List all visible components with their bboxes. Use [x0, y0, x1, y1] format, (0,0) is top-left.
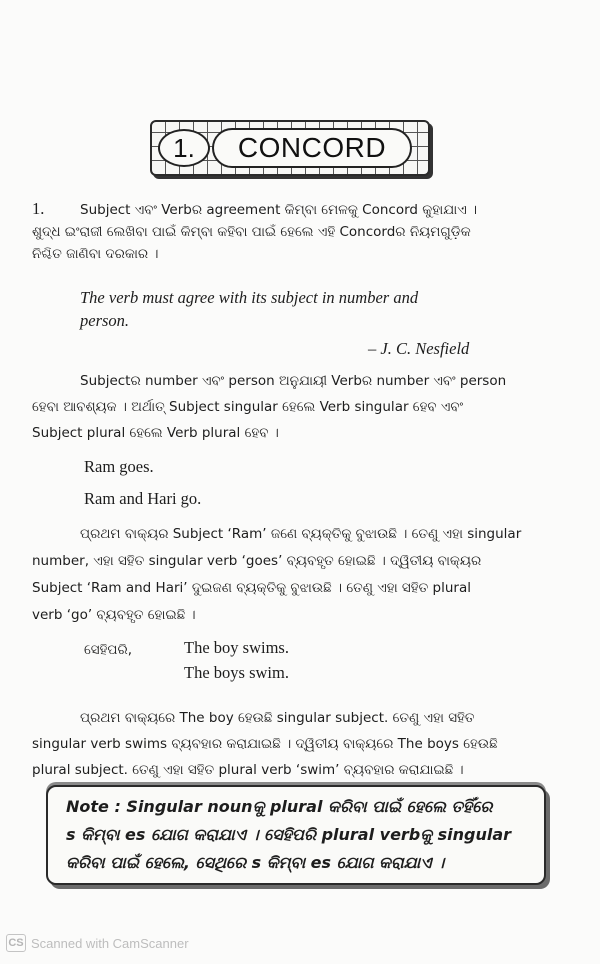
paragraph-number: 1.	[32, 199, 45, 218]
para3-line-4: verb ‘go’ ବ୍ୟବହୃତ ହୋଇଛି ।	[32, 607, 196, 623]
example-sentence-1: Ram goes.	[84, 457, 154, 476]
para2-line-2: ହେବା ଆବଶ୍ୟକ । ଅର୍ଥାତ୍ Subject singular ହେଲେ Verb singular ହେବ ଏବଂ	[32, 399, 464, 415]
example-sentence-4: The boys swim.	[184, 663, 289, 682]
examples2-label: ସେହିପରି,	[84, 642, 133, 658]
note-line-3: କରିବା ପାଇଁ ହେଲେ, ସେଥିରେ s କିମ୍ବା es ଯୋଗ କରାଯାଏ ।	[66, 853, 445, 872]
para4-line-2: singular verb swims ବ୍ୟବହାର କରାଯାଇଛି । ଦ୍ୱିତୀୟ ବାକ୍ୟରେ The boys ହେଉଛି	[32, 736, 498, 752]
note-line-2: s କିମ୍ବା es ଯୋଗ କରାଯାଏ । ସେହିପରି plural verbକୁ singular	[66, 825, 512, 844]
note-box	[46, 785, 546, 885]
para2-line-3: Subject plural ହେଲେ Verb plural ହେବ ।	[32, 425, 279, 441]
note-line-1: Note : Singular nounକୁ plural କରିବା ପାଇଁ ହେଲେ ତହିଁରେ	[66, 797, 493, 816]
para2-line-1: Subjectର number ଏବଂ person ଅନୁଯାୟୀ Verbର number ଏବଂ person	[80, 373, 507, 389]
camscanner-logo-icon: CS	[6, 934, 26, 952]
quote-author: – J. C. Nesfield	[368, 339, 470, 358]
para3-line-1: ପ୍ରଥମ ବାକ୍ୟର Subject ‘Ram’ ଜଣେ ବ୍ୟକ୍ତିକୁ ବୁଝାଉଛି । ତେଣୁ ଏହା singular	[80, 526, 522, 542]
para1-line-1: Subject ଏବଂ Verbର agreement କିମ୍ବା ମେଳକୁ Concord କୁହାଯାଏ ।	[80, 202, 478, 218]
camscanner-watermark	[6, 934, 189, 952]
para4-line-3: plural subject. ତେଣୁ ଏହା ସହିତ plural verb ‘swim’ ବ୍ୟବହାର କରାଯାଇଛି ।	[32, 762, 464, 778]
para3-line-3: Subject ‘Ram and Hari’ ଦୁଇଜଣ ବ୍ୟକ୍ତିକୁ ବୁଝାଉଛି । ତେଣୁ ଏହା ସହିତ plural	[32, 580, 471, 596]
quote-line-2: person.	[80, 311, 130, 330]
para1-line-2: ଶୁଦ୍ଧ ଇଂରାଜୀ ଲେଖିବା ପାଇଁ କିମ୍ବା କହିବା ପାଇଁ ହେଲେ ଏହି Concordର ନିୟମଗୁଡ଼ିକ	[32, 224, 471, 240]
quote-line-1: The verb must agree with its subject in number and	[80, 288, 419, 307]
example-sentence-2: Ram and Hari go.	[84, 489, 202, 508]
example-sentence-3: The boy swims.	[184, 638, 289, 657]
para3-line-2: number, ଏହା ସହିତ singular verb ‘goes’ ବ୍ୟବହୃତ ହୋଇଛି । ଦ୍ୱିତୀୟ ବାକ୍ୟର	[32, 553, 482, 569]
para1-line-3: ନିଶ୍ଚିତ ଜାଣିବା ଦରକାର ।	[32, 246, 159, 262]
chapter-number: 1.	[158, 129, 210, 167]
watermark-text: Scanned with CamScanner	[31, 935, 189, 951]
para4-line-1: ପ୍ରଥମ ବାକ୍ୟରେ The boy ହେଉଛି singular subject. ତେଣୁ ଏହା ସହିତ	[80, 710, 475, 726]
chapter-title-banner	[150, 120, 430, 176]
chapter-title: CONCORD	[212, 128, 412, 168]
